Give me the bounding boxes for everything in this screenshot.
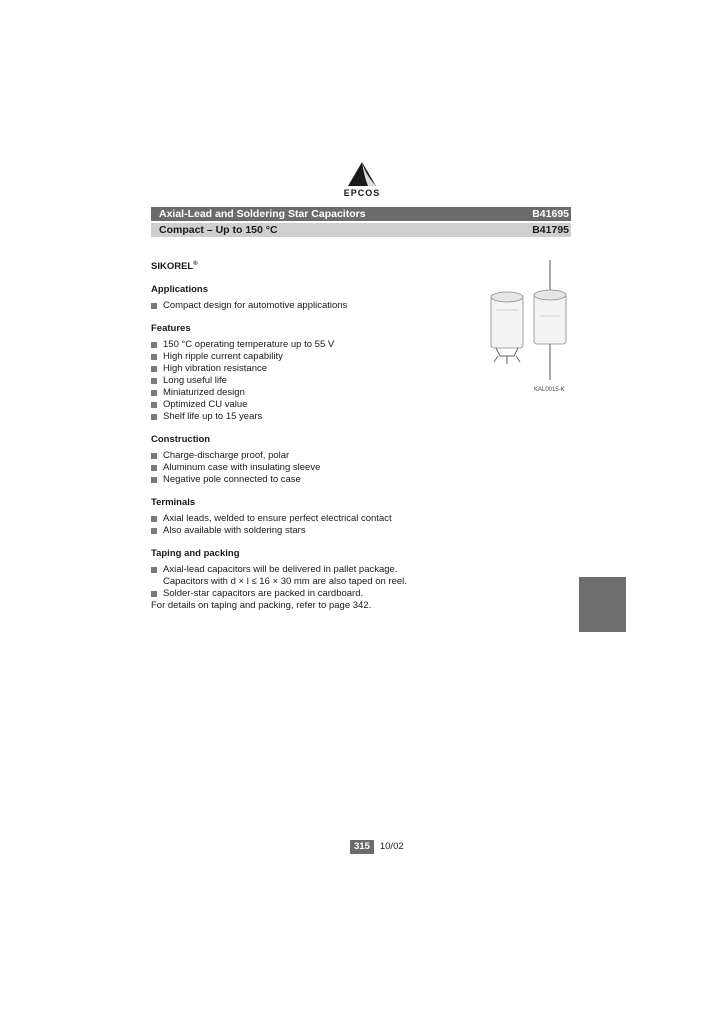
page-number: 315 [350,840,374,854]
list-item: Optimized CU value [151,399,471,411]
list-item: Solder-star capacitors are packed in cardboard. [151,588,471,600]
section-tab-marker [579,577,626,632]
registered-mark: ® [193,261,198,267]
issue-date: 10/02 [379,841,404,852]
construction-heading: Construction [151,434,211,446]
image-caption: KAL0015-K [534,387,565,393]
list-item: Long useful life [151,375,471,387]
list-item: Aluminum case with insulating sleeve [151,462,471,474]
epcos-triangle-icon [338,160,386,188]
taping-list [151,564,471,600]
list-item: Charge-discharge proof, polar [151,450,471,462]
features-heading: Features [151,323,191,335]
applications-heading: Applications [151,284,209,296]
list-item: High ripple current capability [151,351,471,363]
features-list [151,339,471,423]
list-item: Compact design for automotive applications [151,300,471,312]
datasheet-body [151,258,471,612]
list-item [151,564,471,588]
header-subtitle: Compact – Up to 150 °C [159,224,278,236]
header-subtitle-bar [151,223,571,237]
list-item: Miniaturized design [151,387,471,399]
list-item: Also available with soldering stars [151,525,471,537]
taping-item-1-continuation: Capacitors with d × l ≤ 16 × 30 mm are also taped on reel. [163,576,407,588]
list-item: Shelf life up to 15 years [151,411,471,423]
applications-list [151,300,471,312]
taping-item-1: Axial-lead capacitors will be delivered in pallet package. [163,564,398,576]
epcos-logo [338,160,386,200]
brand-name [151,258,471,273]
logo-brand-text: EPCOS [343,188,381,198]
axial-lead-capacitor-image [534,260,566,380]
header-code-1: B41695 [532,208,569,220]
page-footer [350,840,404,854]
brand-name-text: SIKOREL [151,261,194,273]
soldering-star-capacitor-image [491,292,523,364]
header-title: Axial-Lead and Soldering Star Capacitors [159,208,366,220]
list-item: Axial leads, welded to ensure perfect electrical contact [151,513,471,525]
list-item: Negative pole connected to case [151,474,471,486]
taping-note: For details on taping and packing, refer to page 342. [151,600,372,612]
terminals-heading: Terminals [151,497,196,509]
list-item: 150 °C operating temperature up to 55 V [151,339,471,351]
header-code-2: B41795 [532,224,569,236]
capacitor-photo [488,258,578,398]
list-item: High vibration resistance [151,363,471,375]
taping-heading: Taping and packing [151,548,240,560]
terminals-list [151,513,471,537]
header-title-bar [151,207,571,221]
construction-list [151,450,471,486]
